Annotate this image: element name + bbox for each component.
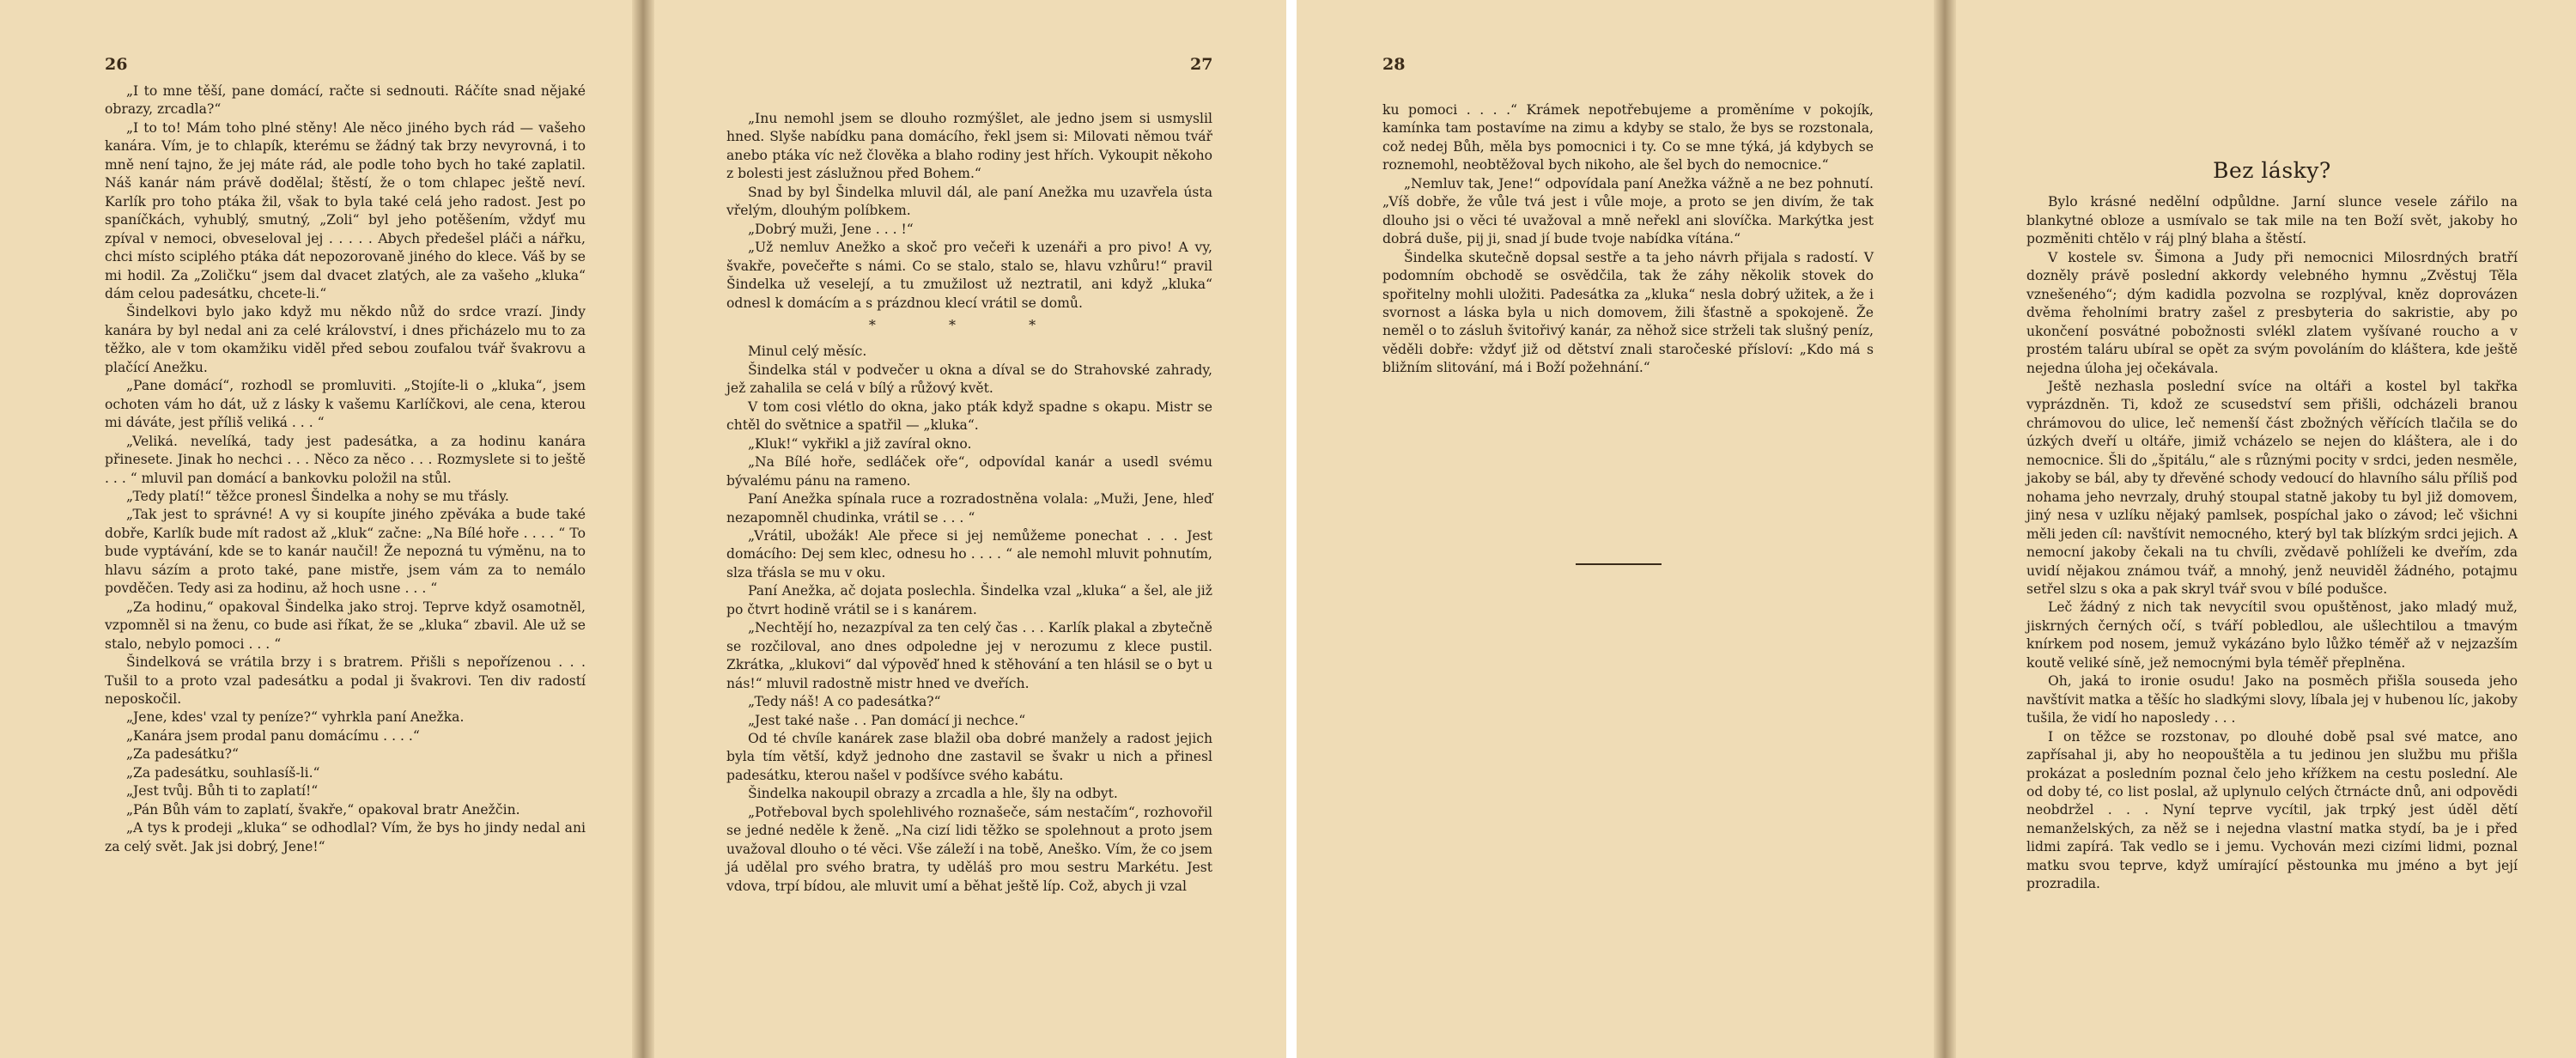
paragraph: Šindelkovi bylo jako když mu někdo nůž do srdce vrazí. Jindy kanára by byl nedal ani za celé království, i dnes přicházelo mu to za těžko, ale v tom okamžiku viděl před sebou zoufalou tvář švakrovu a plačící Anežku. bbox=[105, 304, 586, 375]
paragraph: „Jest tvůj. Bůh ti to zaplatí!“ bbox=[125, 783, 319, 800]
paragraph: „Veliká. nevelíká, tady jest padesátka, a za hodinu kanára přinesete. Jinak ho nechci . . . Něco za něco . . . Rozmyslete si to ještě . . . “ mluvil pan domácí a bankovku položil na stůl. bbox=[105, 433, 586, 486]
book-spread-right bbox=[1297, 0, 2576, 1058]
page-left bbox=[1297, 0, 1934, 1058]
paragraph: Šindelková se vrátila brzy i s bratrem. Přišli s nepořízenou . . . Tušil to a proto vzal padesátku a podal ji švakrovi. Ten div radostí neposkočil. bbox=[105, 654, 586, 707]
page-text bbox=[105, 82, 586, 856]
paragraph: „Tedy náš! A co padesátka?“ bbox=[747, 694, 941, 710]
end-rule bbox=[1576, 563, 1662, 565]
paragraph: „A tys k prodeji „kluka“ se odhodlal? Vím, že bys ho jindy nedal ani za celý svět. Jak jsi dobrý, Jene!“ bbox=[105, 820, 586, 854]
paragraph: Bylo krásné nedělní odpůldne. Jarní slunce vesele zářilo na blankytné obloze a usmívalo se tak mile na ten Boží svět, jakoby ho pozměniti chtělo v ráj plný blaha a štěstí. bbox=[2026, 194, 2518, 247]
paragraph: „Nemluv tak, Jene!“ odpovídala paní Anežka vážně a ne bez pohnutí. „Víš dobře, že vůle tvá jest i vůle moje, a proto se jen divím, že tak dlouho jsi o věci té uvažoval a mně neřekl ani slovíčka. Markýtka jest dobrá duše, pij ji, snad jí bude tvoje nabídka vítána.“ bbox=[1382, 175, 1874, 247]
section-break: * * * bbox=[868, 316, 1071, 333]
paragraph: „Inu nemohl jsem se dlouho rozmýšlet, ale jedno jsem si usmyslil hned. Slyše nabídku pana domácího, řekl jsem si: Milovati němou tvář anebo ptáka víc než člověka a blaho rodiny jest hřích. Vykoupit někoho z bolesti jest záslužnou před Bohem.“ bbox=[726, 111, 1212, 182]
chapter-title: Bez lásky? bbox=[2213, 158, 2331, 183]
paragraph: „Za padesátku?“ bbox=[125, 746, 240, 763]
paragraph: Šindelka stál v podvečer u okna a díval se do Strahovské zahrady, jež zahalila se celá v bílý a růžový květ. bbox=[726, 362, 1212, 397]
paragraph: „Tak jest to správné! A vy si koupíte jiného zpěváka a bude také dobře, Karlík bude mít radost až „kluk“ začne: „Na Bílé hoře . . . . “ To bude vyptávání, kde se to kanár naučil! Že nepozná tu výměnu, na to hlavu sázím a proto také, pane mistře, jsem vám za to nemálo povděčen. Tedy asi za hodinu, až hoch usne . . . “ bbox=[105, 507, 586, 597]
paragraph: „Potřeboval bych spolehlivého roznašeče, sám nestačím“, rozhovořil se jedné neděle k ženě. „Na cizí lidi těžko se spolehnout a proto jsem uvažoval dlouho o té věci. Vše záleží i na tobě, Aneško. Vím, že co jsem já udělal pro svého bratra, ty uděláš pro mou sestru Markétu. Jest vdova, trpí bídou, ale mluvit umí a běhat ještě líp. Což, abych ji vzal bbox=[726, 804, 1212, 894]
paragraph: I on těžce se rozstonav, po dlouhé době psal své matce, ano zapřísahal ji, aby ho neopouštěla a tu jedinou jen službu mu přišla prokázat a posledním poznal čelo jeho křížkem na cestu poslední. Ale od doby té, co list poslal, až uplynulo celých čtrnácte dnů, ani odpovědi neobdržel . . . Nyní teprve vycítil, jak trpký jest úděl dětí nemanželských, za něž se i nejedna vlastní matka stydí, ba je i před lidmi zapírá. Tak vedlo se i jemu. Vychován mezi cizími lidmi, poznal matku svou teprve, když umírající pěstounka mu jméno a byt její prozradila. bbox=[2026, 728, 2518, 892]
page-number: 27 bbox=[1190, 55, 1213, 74]
paragraph: „I to mne těší, pane domácí, račte si sednouti. Ráčíte snad nějaké obrazy, zrcadla?“ bbox=[105, 83, 586, 118]
paragraph: Ještě nezhasla poslední svíce na oltáři a kostel byl takřka vyprázdněn. Ti, kdož ze scusedství sem přišli, odcházeli branou chrámovou do ulice, leč nemenší část zbožných věřících tlačila se do úzkých dveří u oltáře, jimiž vcházelo se nejen do kláštera, ale i do nemocnice. Šli do „špitálu,“ ale s různými pocity v srdci, jeden nesměle, jakoby se bál, aby ty dřevěné schody vedoucí do hlavního sálu příliš pod nohama jeho nevrzaly, druhý stoupal statně jakoby tu byl již domovem, jiný nesa v uzlíku nějaký pamlsek, pospíchal jako o závod; leč všichni měli jeden cíl: navštívit nemocného, který byl tak blízkým srdci jejich. A nemocní jakoby čekali na tu chvíli, zvědavě pohlíželi ke dveřím, zda uvidí nějakou známou tvář, a mnohý, jenž neuviděl žádného, potajmu setřel slzu s oka a pak skryl tvář svou v bílé podušce. bbox=[2026, 378, 2518, 597]
paragraph: Minul celý měsíc. bbox=[747, 344, 867, 360]
paragraph: Paní Anežka, ač dojata poslechla. Šindelka vzal „kluka“ a šel, ale již po čtvrt hodině vrátil se i s kanárem. bbox=[726, 583, 1212, 617]
paragraph: „Kanára jsem prodal panu domácímu . . . .“ bbox=[125, 727, 420, 744]
page-right bbox=[1956, 0, 2576, 1058]
paragraph: Snad by byl Šindelka mluvil dál, ale paní Anežka mu uzavřela ústa vřelým, dlouhým políbkem. bbox=[726, 184, 1212, 219]
paragraph: ku pomoci . . . .“ Krámek nepotřebujeme a proměníme v pokojík, kamínka tam postavíme na zimu a kdyby se stalo, že bys se rozstonala, což nedej Bůh, měla bys pomocnici i ty. Co se mne týká, já kdybych se roznemohl, neobtěžoval bych nikoho, ale šel bych do nemocnice.“ bbox=[1382, 102, 1874, 173]
paragraph: „Dobrý muži, Jene . . . !“ bbox=[747, 221, 914, 237]
paragraph: „Na Bílé hoře, sedláček oře“, odpovídal kanár a usedl svému bývalému pánu na rameno. bbox=[726, 454, 1212, 489]
page-right bbox=[654, 0, 1286, 1058]
paragraph: Od té chvíle kanárek zase blažil oba dobré manžely a radost jejich byla tím větší, když jednoho dne zastavil se švakr u nich a přinesl padesátku, kterou našel v podšívce svého kabátu. bbox=[726, 730, 1212, 783]
paragraph: V tom cosi vlétlo do okna, jako pták když spadne s okapu. Mistr se chtěl do světnice a spatřil — „kluka“. bbox=[726, 398, 1212, 434]
paragraph: „Kluk!“ vykřikl a již zavíral okno. bbox=[747, 435, 972, 452]
paragraph: V kostele sv. Šimona a Judy při nemocnici Milosrdných bratří dozněly právě poslední akkordy velebného hymnu „Zvěstuj Těla vznešeného“; dým kadidla pozvolna se rozplýval, kněz doprovázen dvěma řeholními bratry zašel z presbyteria do sakristie, aby po ukončení posvátné pobožnosti svlékl zlatem vyšívané roucho a v prostém taláru ubíral se opět za svým povoláním do kláštera, kde ještě nejedna úloha jej očekávala. bbox=[2026, 249, 2518, 376]
paragraph: „Pán Bůh vám to zaplatí, švakře,“ opakoval bratr Anežčin. bbox=[125, 801, 520, 818]
paragraph: Šindelka nakoupil obrazy a zrcadla a hle, šly na odbyt. bbox=[747, 786, 1118, 802]
paragraph: Šindelka skutečně dopsal sestře a ta jeho návrh přijala s radostí. V podomním obchodě se osvědčila, tak že záhy několik stovek do spořitelny mohli uložiti. Padesátka za „kluka“ nesla dobrý užitek, a že i svornost a láska byla u nich domovem, žili šťastně a spokojeně. Že neměl o to zásluh švitořivý kanár, za něhož sice strželi tak slušný peníz, věděli dobře: vždyť již od dětství znali staročeské přísloví: „Kdo má s bližním slitování, má i Boží požehnání.“ bbox=[1382, 249, 1874, 376]
page-number: 26 bbox=[105, 55, 128, 74]
paragraph: „Jene, kdes' vzal ty peníze?“ vyhrkla paní Anežka. bbox=[125, 709, 465, 726]
paragraph: „Tedy platí!“ těžce pronesl Šindelka a nohy se mu třásly. bbox=[125, 488, 509, 504]
paragraph: „Pane domácí“, rozhodl se promluviti. „Stojíte-li o „kluka“, jsem ochoten vám ho dát, už z lásky k vašemu Karlíčkovi, ale cena, kterou mi dáváte, jest příliš veliká . . . “ bbox=[105, 378, 586, 431]
paragraph: Leč žádný z nich tak nevycítil svou opuštěnost, jako mladý muž, jiskrných černých očí, s tváří pobledlou, ale ušlechtilou a tmavým knírkem pod nosem, jemuž vykázáno bylo lůžko téměř až v nejzazším koutě veliké síně, jež nemocnými byla téměř přeplněna. bbox=[2026, 599, 2518, 671]
paragraph: Paní Anežka spínala ruce a rozradostněna volala: „Muži, Jene, hleď nezapomněl chudinka, vrátil se . . . “ bbox=[726, 491, 1212, 526]
book-gutter bbox=[1934, 0, 1956, 1058]
page-left bbox=[0, 0, 632, 1058]
book-spread-left bbox=[0, 0, 1286, 1058]
page-text bbox=[1382, 101, 1874, 378]
paragraph: „Jest také naše . . Pan domácí ji nechce.“ bbox=[747, 712, 1026, 728]
paragraph: „Za padesátku, souhlasíš-li.“ bbox=[125, 764, 320, 781]
paragraph: „Za hodinu,“ opakoval Šindelka jako stroj. Teprve když osamotněl, vzpomněl si na ženu, co bude asi říkat, že se „kluka“ zbavil. Ale už se stalo, nebylo pomoci . . . “ bbox=[105, 599, 586, 652]
paragraph: „I to to! Mám toho plné stěny! Ale něco jiného bych rád — vašeho kanára. Vím, je to chlapík, kterému se žádný tak brzy nevyrovná, i to mně není tajno, že jej máte rád, ale podle toho bych ho také zaplatil. Náš kanár nám právě dodělal; štěstí, že o tom chlapec ještě neví. Karlík pro toho ptáka žil, však to byla také celá jeho radost. Jest po spaníčkách, vyhublý, smutný, „Zoli“ byl jeho potěšením, vždyť mu zpíval v nemoci, obveseloval jej . . . . . Abych předešel pláči a nářku, chci místo sciplého ptáka dát nepozorovaně jiného do klece. Váš by se mi hodil. Za „Zoličku“ jsem dal dvacet zlatých, ale za vašeho „kluka“ dám celou padesátku, chcete-li.“ bbox=[105, 119, 586, 301]
paragraph: Oh, jaká to ironie osudu! Jako na posměch přišla souseda jeho navštívit matka a těšíc ho sladkými slovy, líbala jej v hubenou líc, jakoby tušila, že vidí ho naposledy . . . bbox=[2026, 673, 2518, 727]
book-gutter bbox=[632, 0, 654, 1058]
paragraph: „Už nemluv Anežko a skoč pro večeři k uzenáři a pro pivo! A vy, švakře, povečeřte s námi. Co se stalo, stalo se, hlavu vzhůru!“ pravil Šindelka už veselejí, a tu zmužilost už neztratil, ani když „kluka“ odnesl k domácím a s prázdnou klecí vrátil se domů. bbox=[726, 240, 1212, 311]
paragraph: „Vrátil, ubožák! Ale přece si jej nemůžeme ponechat . . . Jest domácího: Dej sem klec, odnesu ho . . . . “ ale nemohl mluvit pohnutím, slza třásla se mu v oku. bbox=[726, 527, 1212, 581]
page-number: 28 bbox=[1382, 55, 1406, 74]
paragraph: „Nechtějí ho, nezazpíval za ten celý čas . . . Karlík plakal a zbytečně se rozčiloval, ano dnes odpoledne jej v nerozumu z klece pustil. Zkrátka, „klukovi“ dal výpověď hned k stěhování a ten hlásil se o byt u nás!“ mluvil radostně mistr hned ve dveřích. bbox=[726, 620, 1212, 691]
page-text bbox=[726, 110, 1212, 896]
page-text bbox=[2026, 158, 2518, 894]
